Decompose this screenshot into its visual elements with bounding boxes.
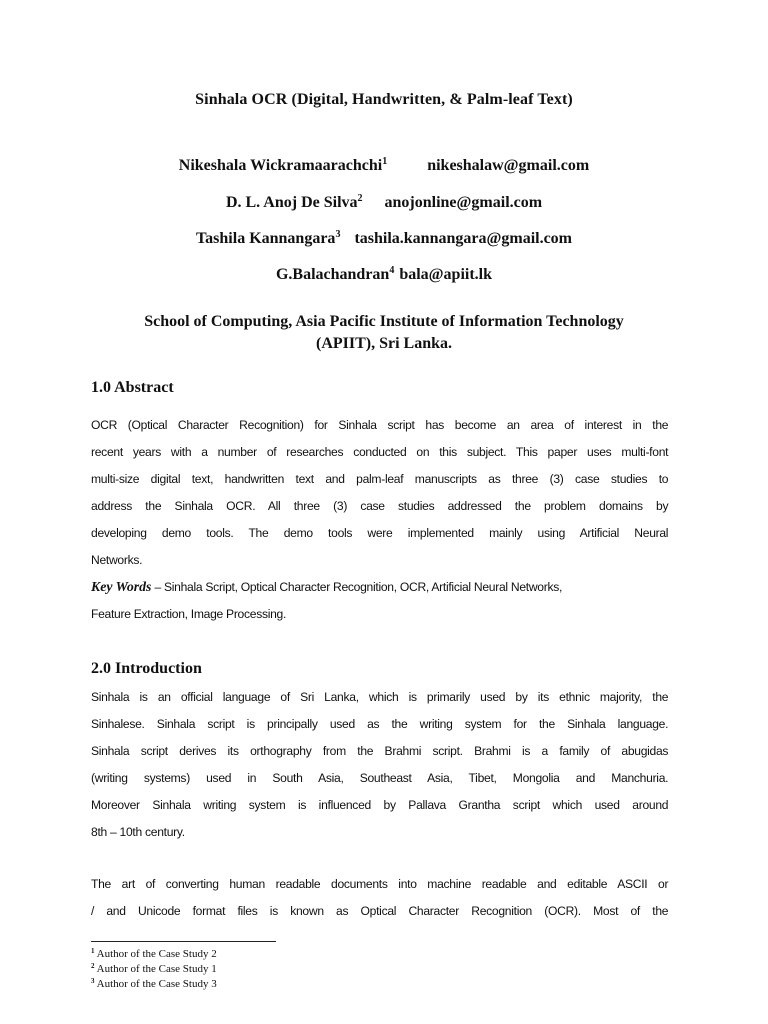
text-line: Sinhala script derives its orthography from the Brahmi script. Brahmi is a family of abugidas	[91, 744, 669, 758]
footnote-text: Author of the Case Study 2	[94, 948, 217, 960]
introduction-paragraph-2	[91, 871, 668, 925]
text-line: Sinhalese. Sinhala script is principally used as the writing system for the Sinhala language.	[91, 717, 669, 731]
text-line: Moreover Sinhala writing system is influenced by Pallava Grantha script which used around	[91, 798, 669, 812]
author-footnote-mark: 1	[382, 156, 388, 167]
author-name: G.Balachandran	[275, 266, 390, 283]
keywords-label: Key Words	[91, 580, 152, 595]
text-line: Sinhala is an official language of Sri Lanka, which is primarily used by its ethnic majority, the	[91, 690, 669, 704]
footnote-text: Author of the Case Study 1	[94, 963, 217, 975]
keywords-line: Feature Extraction, Image Processing.	[91, 607, 287, 621]
footnote	[91, 947, 217, 962]
text-line: OCR (Optical Character Recognition) for Sinhala script has become an area of interest in the	[91, 418, 669, 432]
text-line: 8th – 10th century.	[91, 825, 185, 839]
footnote-mark: 1	[91, 947, 95, 955]
author-email: anojonline@gmail.com	[384, 194, 543, 211]
footnote-text: Author of the Case Study 3	[94, 978, 217, 990]
text-line: (writing systems) used in South Asia, Southeast Asia, Tibet, Mongolia and Manchuria.	[91, 771, 669, 785]
author-footnote-mark: 3	[335, 229, 341, 240]
text-line: Networks.	[91, 553, 143, 567]
footnote-mark: 3	[91, 977, 95, 985]
text-line: The art of converting human readable documents into machine readable and editable ASCII or	[91, 877, 669, 891]
footnote	[91, 977, 217, 992]
footnote-divider	[91, 941, 276, 942]
footnote	[91, 962, 217, 977]
introduction-paragraph	[91, 684, 668, 846]
author-name: D. L. Anoj De Silva	[225, 194, 358, 211]
text-line: address the Sinhala OCR. All three (3) case studies addressed the problem domains by	[91, 499, 669, 513]
author-footnote-mark: 2	[357, 193, 363, 204]
text-line: recent years with a number of researches conducted on this subject. This paper uses multi-font	[91, 445, 669, 459]
keywords-line	[91, 574, 668, 601]
footnotes	[91, 947, 217, 992]
author-line	[0, 230, 768, 248]
text-line: / and Unicode format files is known as Optical Character Recognition (OCR). Most of the	[91, 904, 669, 918]
author-email: nikeshalaw@gmail.com	[427, 157, 590, 174]
author-email: tashila.kannangara@gmail.com	[354, 230, 573, 247]
author-name: Tashila Kannangara	[195, 230, 336, 247]
author-email: bala@apiit.lk	[399, 266, 493, 283]
author-line	[0, 266, 768, 284]
affiliation-line: School of Computing, Asia Pacific Institute of Information Technology	[144, 313, 624, 330]
text-line: developing demo tools. The demo tools were implemented mainly using Artificial Neural	[91, 526, 669, 540]
author-name: Nikeshala Wickramaarachchi	[178, 157, 383, 174]
keywords-text: – Sinhala Script, Optical Character Recognition, OCR, Artificial Neural Networks,	[151, 580, 563, 594]
footnote-mark: 2	[91, 962, 95, 970]
text-line: multi-size digital text, handwritten text and palm-leaf manuscripts as three (3) case studies to	[91, 472, 669, 486]
paper-title: Sinhala OCR (Digital, Handwritten, & Palm-leaf Text)	[195, 91, 573, 108]
abstract-heading: 1.0 Abstract	[91, 379, 174, 396]
affiliation-line: (APIIT), Sri Lanka.	[315, 335, 453, 352]
author-footnote-mark: 4	[389, 265, 395, 276]
author-line	[0, 194, 768, 212]
affiliation	[92, 311, 676, 355]
author-line	[0, 157, 768, 175]
introduction-heading: 2.0 Introduction	[91, 660, 202, 677]
abstract-paragraph	[91, 412, 668, 628]
